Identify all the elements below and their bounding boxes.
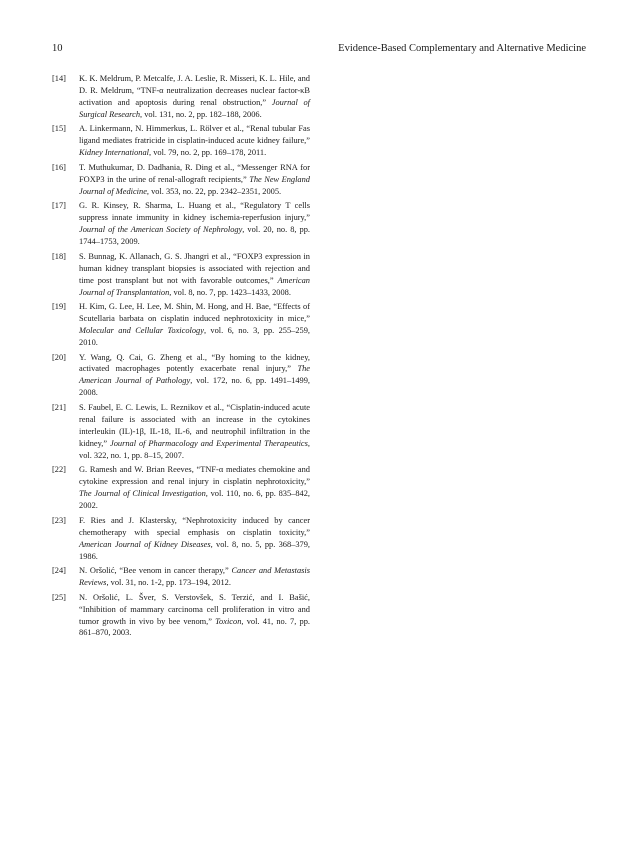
reference-number: [21]	[52, 402, 66, 412]
reference-text	[79, 124, 310, 157]
reference-authors-title: T. Muthukumar, D. Dadhania, R. Ding et al., “Messenger RNA for FOXP3 in the urine of renal-allograft recipients,”	[79, 162, 310, 184]
reference-authors-title: G. Ramesh and W. Brian Reeves, “TNF-α mediates chemokine and cytokine expression and renal injury in cisplatin nephrotoxicity,”	[79, 465, 310, 487]
reference-text	[79, 516, 310, 561]
reference-authors-title: Y. Wang, Q. Cai, G. Zheng et al., “By homing to the kidney, activated macrophages potently exacerbate renal injury,”	[79, 352, 310, 374]
reference-17	[52, 200, 310, 248]
reference-18	[52, 251, 310, 299]
reference-authors-title: F. Ries and J. Klastersky, “Nephrotoxicity induced by cancer chemotherapy with special emphasis on cisplatin toxicity,”	[79, 515, 310, 537]
reference-number: [18]	[52, 251, 66, 261]
reference-24	[52, 565, 310, 589]
reference-authors-title: K. K. Meldrum, P. Metcalfe, J. A. Leslie, R. Misseri, K. L. Hile, and D. R. Meldrum, “TNF-α neutralization decreases nuclear factor-κB activation and apoptosis during renal obstruction,”	[79, 74, 310, 107]
reference-journal: American Journal of Kidney Diseases	[79, 539, 211, 549]
reference-authors-title: S. Faubel, E. C. Lewis, L. Reznikov et al., “Cisplatin-induced acute renal failure is associated with an increase in the cytokines interleukin (IL)-1β, IL-18, IL-6, and neutrophil infiltration in the kidney,”	[79, 402, 310, 448]
reference-20	[52, 352, 310, 400]
reference-journal: Kidney International	[79, 148, 150, 158]
reference-number: [24]	[52, 566, 66, 576]
reference-text	[79, 353, 310, 398]
reference-journal: The New England Journal of Medicine	[79, 174, 310, 196]
reference-text	[79, 302, 310, 347]
reference-number: [23]	[52, 515, 66, 525]
reference-details: , vol. 41, no. 7, pp. 861–870, 2003.	[79, 616, 310, 638]
reference-text	[79, 163, 310, 196]
reference-number: [14]	[52, 74, 66, 83]
reference-details: , vol. 322, no. 1, pp. 8–15, 2007.	[79, 438, 311, 460]
reference-authors-title: N. Oršolić, “Bee venom in cancer therapy,”	[79, 566, 232, 576]
reference-journal: Molecular and Cellular Toxicology	[79, 326, 204, 336]
reference-text	[79, 566, 310, 587]
journal-name: Evidence-Based Complementary and Alternative Medicine	[338, 43, 586, 54]
reference-15	[52, 123, 310, 159]
reference-details: , vol. 110, no. 6, pp. 835–842, 2002.	[79, 489, 311, 511]
page-header	[52, 42, 586, 56]
reference-text	[79, 201, 310, 246]
reference-number: [15]	[52, 124, 66, 134]
reference-25	[52, 592, 310, 640]
reference-authors-title: G. R. Kinsey, R. Sharma, L. Huang et al., “Regulatory T cells suppress innate immunity in kidney ischemia-reperfusion injury,”	[79, 201, 310, 223]
reference-journal: Cancer and Metastasis Reviews	[79, 566, 310, 588]
reference-details: , vol. 20, no. 8, pp. 1744–1753, 2009.	[79, 225, 311, 247]
reference-journal: Journal of Surgical Research	[79, 97, 310, 119]
reference-16	[52, 162, 310, 198]
reference-journal: The Journal of Clinical Investigation	[79, 489, 206, 499]
reference-details: , vol. 8, no. 5, pp. 368–379, 1986.	[79, 539, 310, 561]
reference-authors-title: S. Bunnag, K. Allanach, G. S. Jhangri et al., “FOXP3 expression in human kidney transplant biopsies is associated with rejection and time post transplant but not with favorable outcomes,”	[79, 251, 310, 285]
reference-authors-title: A. Linkermann, N. Himmerkus, L. Rölver et al., “Renal tubular Fas ligand mediates fratricide in cisplatin-induced acute kidney failure,”	[79, 124, 310, 146]
reference-details: , vol. 172, no. 6, pp. 1491–1499, 2008.	[79, 376, 310, 398]
reference-list	[52, 73, 310, 642]
reference-journal: Toxicon	[215, 616, 242, 626]
reference-19	[52, 301, 310, 349]
reference-23	[52, 515, 310, 563]
reference-authors-title: N. Oršolić, L. Šver, S. Verstovšek, S. Terzić, and I. Bašić, “Inhibition of mammary carcinoma cell proliferation in vitro and tumor growth in vivo by bee venom,”	[79, 592, 310, 626]
reference-number: [16]	[52, 162, 66, 172]
reference-journal: American Journal of Transplantation	[79, 275, 310, 297]
reference-details: , vol. 6, no. 3, pp. 255–259, 2010.	[79, 326, 311, 347]
page-number: 10	[52, 43, 63, 54]
reference-text	[79, 252, 310, 297]
reference-details: , vol. 131, no. 2, pp. 182–188, 2006.	[140, 109, 262, 119]
reference-text	[79, 465, 310, 510]
reference-journal: The American Journal of Pathology	[79, 364, 310, 386]
reference-number: [17]	[52, 201, 66, 211]
reference-text	[79, 593, 310, 638]
reference-22	[52, 464, 310, 512]
reference-text	[79, 74, 310, 119]
reference-number: [22]	[52, 465, 66, 475]
reference-number: [25]	[52, 592, 66, 602]
reference-21	[52, 402, 310, 462]
reference-authors-title: H. Kim, G. Lee, H. Lee, M. Shin, M. Hong, and H. Bae, “Effects of Scutellaria barbata on cisplatin induced nephrotoxicity in mice,”	[79, 302, 310, 324]
reference-details: , vol. 353, no. 22, pp. 2342–2351, 2005.	[146, 186, 282, 196]
reference-details: , vol. 31, no. 1-2, pp. 173–194, 2012.	[106, 578, 231, 588]
reference-journal: Journal of Pharmacology and Experimental Therapeutics	[110, 438, 308, 448]
reference-14	[52, 73, 310, 121]
reference-journal: Journal of the American Society of Nephrology	[79, 225, 243, 235]
reference-number: [20]	[52, 352, 66, 362]
reference-number: [19]	[52, 302, 66, 312]
reference-details: , vol. 79, no. 2, pp. 169–178, 2011.	[149, 148, 267, 158]
reference-details: , vol. 8, no. 7, pp. 1423–1433, 2008.	[169, 287, 291, 297]
reference-text	[79, 403, 310, 460]
